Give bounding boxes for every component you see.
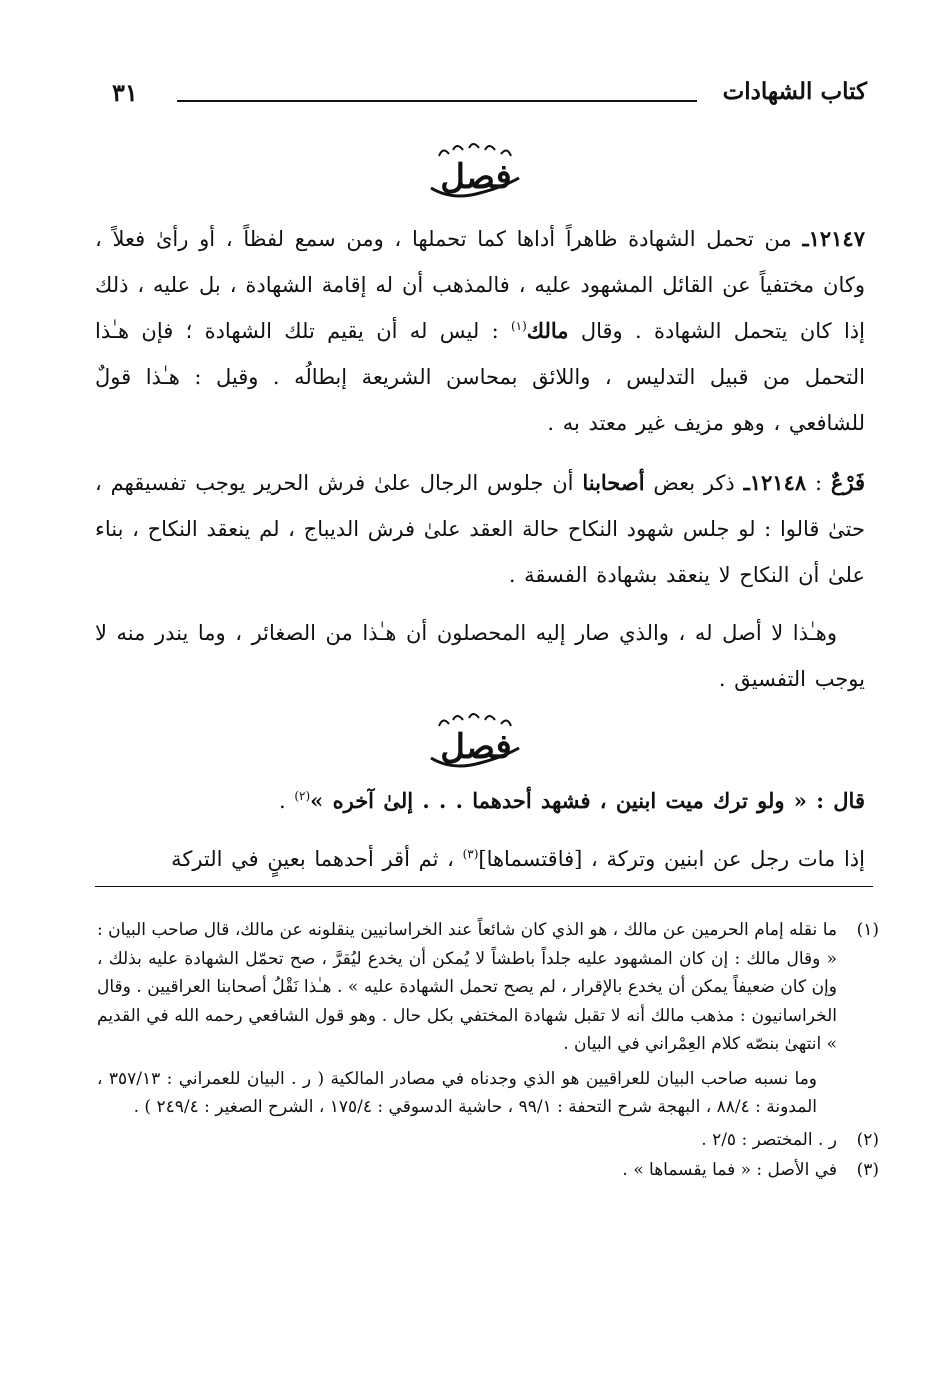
footnote-separator <box>95 886 873 887</box>
footnote-text: ما نقله إمام الحرمين عن مالك ، هو الذي كان شائعاً عند الخراسانيين ينقلونه عن مالك، قال صاحب البيان : « وقال مالك : إن كان المشهود عليه جلداً باطشاً لا يُمكن أن يخدع ليُقرَّ ، صح تحمّل الشهادة عليه بذلك ، وإن كان ضعيفاً يمكن أن يخدع بالإقرار ، لم يصح تحمل الشهادة عليه » . هـٰذا نَقْلُ أصحابنا العراقيين . وقال الخراسانيون : مذهب مالك أنه لا تقبل شهادة المختفي بكل حال . وهو قول الشافعي رحمه الله في القديم » انتهىٰ بنصّه كلام العِمْراني في البيان . <box>97 920 837 1054</box>
footnote-1-continuation: وما نسبه صاحب البيان للعراقيين هو الذي وجدناه في مصادر المالكية ( ر . البيان للعمراني : ٣٥٧/١٣ ، المدونة : ٨٨/٤ ، البهجة شرح التحفة : ٩٩/١ ، حاشية الدسوقي : ١٧٥/٤ ، الشرح الصغير : ٢٤٩/٤ ) . <box>97 1068 818 1117</box>
footnote-3 <box>97 1156 879 1185</box>
issue-number: ١٢١٤٧ـ <box>802 226 865 251</box>
issue-number: ١٢١٤٨ـ <box>743 470 807 495</box>
paragraph-text: من تحمل الشهادة ظاهراً أداها كما تحملها ، ومن سمع لفظاً ، أو رأىٰ فعلاً ، وكان مختفياً عن القائل المشهود عليه ، فالمذهب أن له إقامة الشهادة ، بل عليه ، ذلك إذا كان يتحمل الشهادة . وقال <box>95 227 865 343</box>
book-title: كتاب الشهادات <box>722 78 867 105</box>
fasl-ornament-2 <box>421 708 531 778</box>
footnote-ref-1[interactable]: (١) <box>510 319 527 333</box>
paragraph-12147 <box>95 216 865 446</box>
paragraph-comment <box>95 610 865 702</box>
far-label: فَرْعٌ <box>830 470 865 495</box>
fasl-1-text: فصل <box>439 157 512 197</box>
fasl-ornament-1 <box>421 138 531 208</box>
footnote-1 <box>97 916 879 1059</box>
term-ashabuna: أصحابنا <box>582 470 645 495</box>
footnote-number: (٣) <box>856 1160 879 1180</box>
paragraph-text: وهـٰذا لا أصل له ، والذي صار إليه المحصلون أن هـٰذا من الصغائر ، وما يندر منه لا يوجب التفسيق . <box>95 621 865 691</box>
fasl-2-text: فصل <box>439 727 512 767</box>
paragraph-text: : ليس له أن يقيم تلك الشهادة ؛ فإن هـٰذا التحمل من قبيل التدليس ، واللائق بمحاسن الشريعة إبطالُه . وقيل : هـٰذا قولٌ للشافعي ، وهو مزيف غير معتد به . <box>95 319 865 435</box>
footnote-text: ر . المختصر : ٢/٥ . <box>701 1129 837 1150</box>
footnote-ref-3[interactable]: (٣) <box>462 847 479 861</box>
header-rule <box>177 100 697 102</box>
colon: : <box>806 471 831 495</box>
fasl-ornament-icon <box>421 708 531 778</box>
name-malik: مالك <box>526 318 569 343</box>
footnote-text: في الأصل : « فما يقسماها » . <box>622 1160 837 1180</box>
matn-quote: « ولو ترك ميت ابنين ، فشهد أحدهما . . . إلىٰ آخره » <box>310 788 807 813</box>
paragraph-text: ، ثم أقر أحدهما بعينٍ في التركة <box>171 847 463 871</box>
footnote-ref-2[interactable]: (٢) <box>294 789 311 803</box>
footnote-2 <box>97 1126 879 1155</box>
fasl-ornament-icon <box>421 138 531 208</box>
page-number: ٣١ <box>112 78 138 107</box>
footnote-number: (١) <box>856 920 879 940</box>
qal-label: قال : <box>806 788 865 813</box>
paragraph-commentary-start <box>95 836 865 882</box>
paragraph-text: ذكر بعض <box>644 471 744 495</box>
paragraph-text: إذا مات رجل عن ابنين وتركة ، [فاقتسماها] <box>478 847 865 871</box>
footnote-number: (٢) <box>856 1129 879 1150</box>
paragraph-text: أن جلوس الرجال علىٰ فرش الحرير يوجب تفسيقهم ، حتىٰ قالوا : لو جلس شهود النكاح حالة العقد علىٰ فرش الديباج ، لم ينعقد النكاح ، بناء علىٰ أن النكاح لا ينعقد بشهادة الفسقة . <box>95 471 865 587</box>
footnotes <box>97 916 879 1185</box>
period: . <box>278 789 295 813</box>
page-header <box>112 78 867 118</box>
paragraph-12148 <box>95 460 865 598</box>
paragraph-qal <box>95 778 865 824</box>
